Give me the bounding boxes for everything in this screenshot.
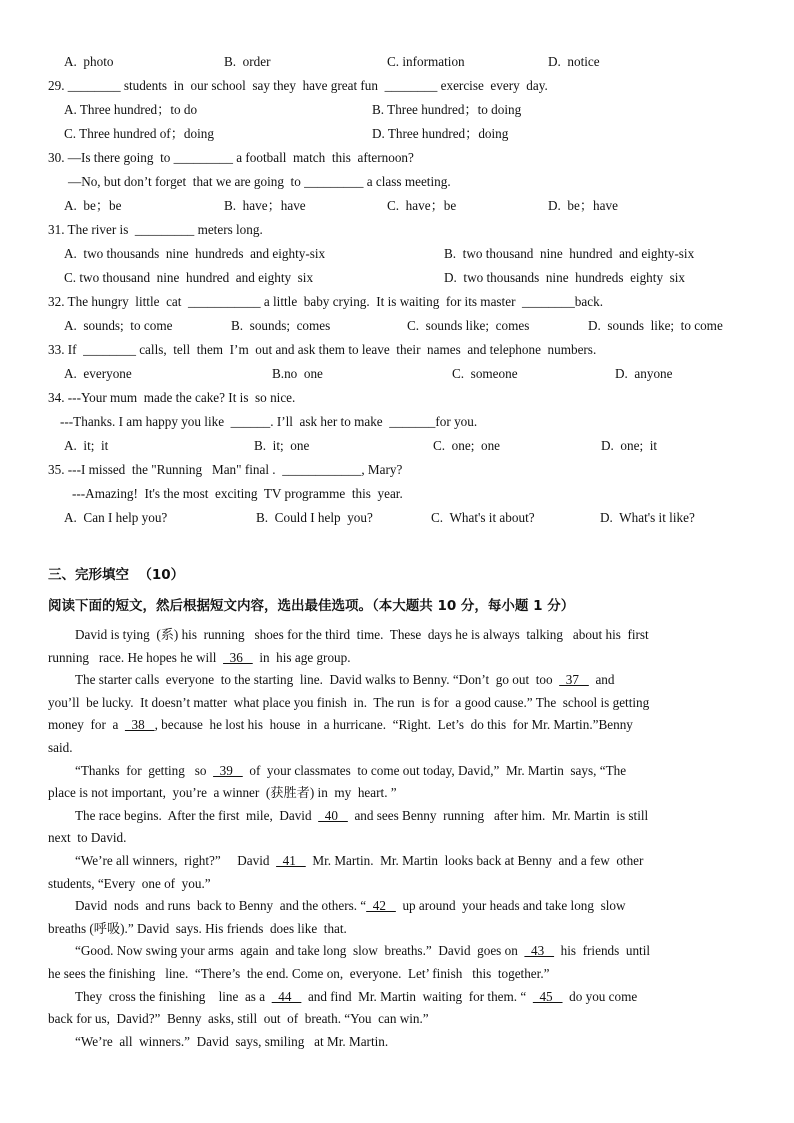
passage-text: Mr. Martin. Mr. Martin looks back at Benny and a few other	[305, 853, 644, 868]
q31-option-b: B. two thousand nine hundred and eighty-six	[444, 246, 695, 261]
q35-reply: ---Amazing! It's the most exciting TV programme this year.	[72, 486, 403, 501]
cloze-blank[interactable]: 36	[223, 649, 253, 665]
q31-option-c: C. two thousand nine hundred and eighty six	[64, 270, 314, 285]
q35-stem: 35. ---I missed the "Running Man" final . ____________, Mary?	[48, 462, 403, 477]
q29-option-c: C. Three hundred of；doing	[64, 126, 214, 141]
q29-option-b: B. Three hundred；to doing	[372, 102, 522, 117]
q34-option-a: A. it; it	[64, 438, 109, 453]
q30-reply: —No, but don’t forget that we are going to _________ a class meeting.	[68, 174, 451, 189]
q30-option-a: A. be；be	[64, 198, 122, 213]
q34-option-d: D. one; it	[601, 438, 658, 453]
cloze-blank[interactable]: 41	[276, 853, 306, 868]
passage-text: “Good. Now swing your arms again and take long slow breaths.” David goes on	[75, 943, 525, 959]
passage-text: and sees Benny running after him. Mr. Martin is still	[347, 807, 649, 823]
passage-text: said.	[48, 740, 73, 755]
passage-text: you’ll be lucky. It doesn’t matter what place you finish in. The run is for a good cause.” The school is getting	[48, 694, 650, 710]
q30-option-b: B. have；have	[224, 198, 306, 213]
passage-text: “We’re all winners, right?” David	[75, 853, 277, 868]
cloze-blank[interactable]: 43	[524, 943, 555, 959]
q28-option-b: B. order	[224, 54, 271, 69]
q31-stem: 31. The river is _________ meters long.	[48, 222, 263, 237]
q29-option-d: D. Three hundred；doing	[372, 126, 509, 141]
q28-option-d: D. notice	[548, 54, 600, 69]
passage-text: running race. He hopes he will	[48, 649, 224, 665]
passage-line	[48, 650, 351, 666]
q28-option-a: A. photo	[64, 54, 114, 69]
passage-line	[48, 740, 73, 756]
passage-text: , because he lost his house in a hurricane. “Right. Let’s do this for Mr. Martin.”Benny	[154, 717, 633, 733]
q30-stem: 30. —Is there going to _________ a football match this afternoon?	[48, 150, 414, 165]
passage-text: do you come	[562, 988, 638, 1004]
passage-text: and	[588, 672, 615, 688]
passage-line	[75, 898, 625, 914]
passage-text: his friends until	[554, 943, 651, 959]
q34-option-b: B. it; one	[254, 438, 310, 453]
q31-option-d: D. two thousands nine hundreds eighty six	[444, 270, 686, 285]
q34-reply: ---Thanks. I am happy you like ______. I’ll ask her to make _______for you.	[60, 414, 478, 429]
passage-line	[75, 672, 614, 688]
passage-line	[48, 921, 347, 937]
q30-option-c: C. have；be	[387, 198, 457, 213]
q35-option-b: B. Could I help you?	[256, 510, 373, 525]
cloze-blank[interactable]: 39	[213, 762, 243, 778]
q33-option-d: D. anyone	[615, 366, 673, 381]
passage-line	[48, 785, 397, 801]
section-title: 三、完形填空 （10）	[48, 567, 185, 583]
passage-line	[75, 943, 650, 959]
passage-text: up around your heads and take long slow	[395, 898, 626, 914]
passage-text: “Thanks for getting so	[75, 762, 214, 778]
passage-line	[48, 966, 549, 982]
passage-text: They cross the finishing line as a	[75, 988, 272, 1004]
q33-option-a: A. everyone	[64, 366, 132, 381]
cloze-blank[interactable]: 44	[271, 988, 302, 1004]
passage-text: next to David.	[48, 830, 127, 846]
passage-line	[75, 989, 637, 1005]
cloze-blank[interactable]: 42	[366, 898, 396, 914]
q32-option-b: B. sounds; comes	[231, 318, 331, 333]
q33-stem: 33. If ________ calls, tell them I’m out and ask them to leave their names and telephone numbers.	[48, 342, 597, 357]
passage-text: David nods and runs back to Benny and the others. “	[75, 898, 367, 914]
passage-line	[48, 695, 649, 711]
q35-option-d: D. What's it like?	[600, 510, 695, 525]
passage-line	[75, 1034, 388, 1050]
passage-text: David is tying (系) his running shoes for the third time. These days he is always talking about his first	[75, 627, 649, 642]
q32-stem: 32. The hungry little cat ___________ a little baby crying. It is waiting for its master ________back.	[48, 294, 603, 309]
section-instruction: 阅读下面的短文，然后根据短文内容，选出最佳选项。（本大题共 10 分，每小题 1 分）	[48, 598, 575, 614]
passage-line	[48, 1011, 429, 1027]
q32-option-a: A. sounds; to come	[64, 318, 173, 333]
q29-stem: 29. ________ students in our school say they have great fun ________ exercise every day.	[48, 78, 548, 93]
cloze-blank[interactable]: 40	[318, 807, 348, 823]
passage-line	[75, 627, 649, 643]
q28-option-c: C. information	[387, 54, 465, 69]
passage-text: and find Mr. Martin waiting for them. “	[301, 988, 533, 1004]
q34-stem: 34. ---Your mum made the cake? It is so nice.	[48, 390, 296, 405]
q32-option-d: D. sounds like; to come	[588, 318, 723, 333]
q29-option-a: A. Three hundred；to do	[64, 102, 198, 117]
q35-option-a: A. Can I help you?	[64, 510, 168, 525]
passage-line	[75, 808, 648, 824]
q32-option-c: C. sounds like; comes	[407, 318, 530, 333]
passage-line	[75, 763, 626, 779]
q33-option-c: C. someone	[452, 366, 518, 381]
cloze-blank[interactable]: 38	[124, 717, 155, 733]
passage-text: breaths (呼吸).” David says. His friends does like that.	[48, 920, 347, 936]
passage-line	[48, 876, 211, 892]
passage-text: “We’re all winners.” David says, smiling at Mr. Martin.	[75, 1033, 389, 1049]
q35-option-c: C. What's it about?	[431, 510, 535, 525]
passage-text: he sees the finishing line. “There’s the end. Come on, everyone. Let’ finish this together.”	[48, 966, 550, 981]
passage-line	[48, 717, 633, 733]
passage-line	[48, 830, 126, 846]
q33-option-b: B.no one	[272, 366, 323, 381]
q30-option-d: D. be；have	[548, 198, 618, 213]
passage-line	[75, 853, 643, 869]
passage-text: The starter calls everyone to the starting line. David walks to Benny. “Don’t go out too	[75, 672, 560, 688]
passage-text: of your classmates to come out today, David,” Mr. Martin says, “The	[242, 762, 627, 778]
passage-text: students, “Every one of you.”	[48, 875, 211, 891]
q31-option-a: A. two thousands nine hundreds and eighty-six	[64, 246, 326, 261]
passage-text: back for us, David?” Benny asks, still out of breath. “You can win.”	[48, 1011, 429, 1027]
passage-text: The race begins. After the first mile, David	[75, 807, 319, 823]
cloze-blank[interactable]: 37	[559, 672, 589, 688]
cloze-blank[interactable]: 45	[532, 988, 563, 1004]
passage-text: in his age group.	[252, 649, 351, 665]
passage-text: money for a	[48, 717, 125, 733]
passage-text: place is not important, you’re a winner (获胜者) in my heart. ”	[48, 785, 397, 801]
q34-option-c: C. one; one	[433, 438, 501, 453]
